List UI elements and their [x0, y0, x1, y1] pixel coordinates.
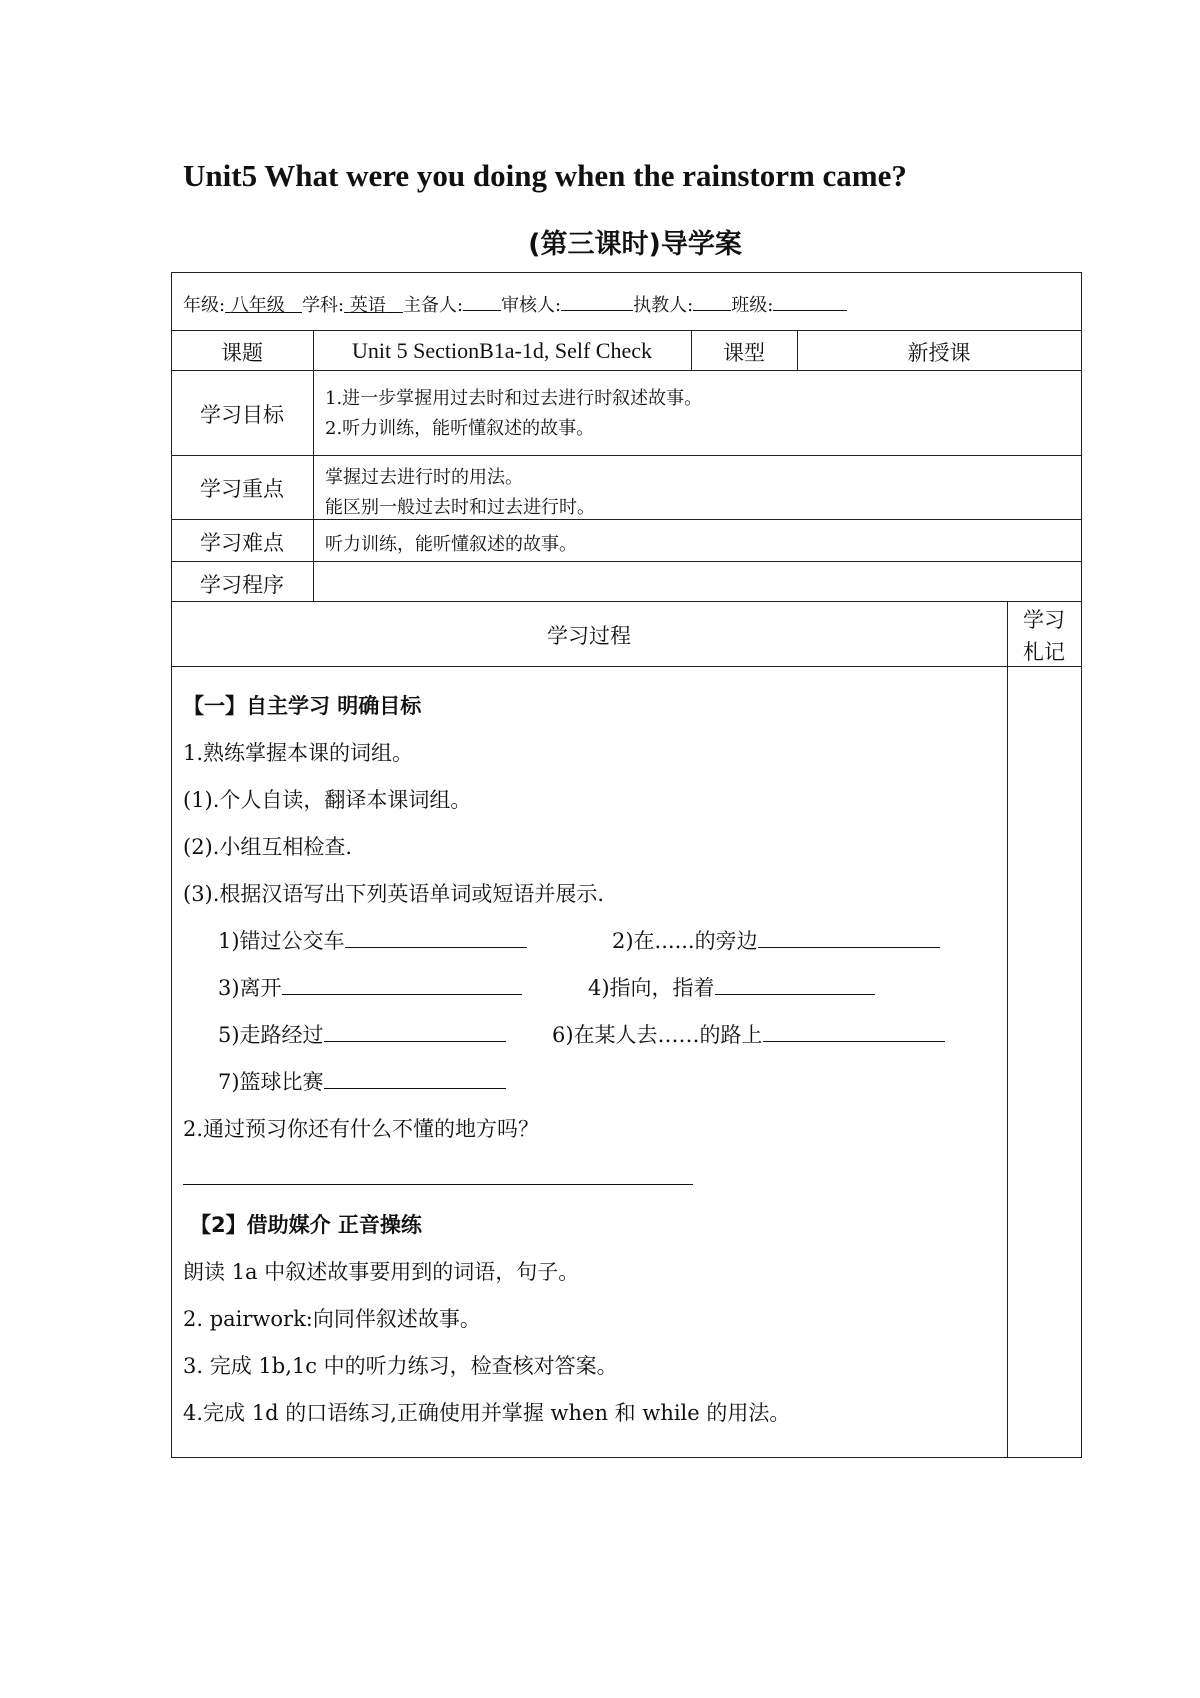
- prep-blank: [463, 290, 501, 311]
- section1-item2: 2.通过预习你还有什么不懂的地方吗？: [183, 1117, 540, 1141]
- subject-value: 英语: [349, 295, 386, 316]
- section2-heading: 【2】借助媒介 正音操练: [190, 1213, 422, 1237]
- process-header: 学习过程: [547, 624, 631, 648]
- section1-sub1: (1).个人自读，翻译本课词组。: [183, 788, 472, 812]
- key-point-1: 掌握过去进行时的用法。: [325, 467, 523, 488]
- col-divider: [313, 330, 314, 602]
- answer-blank: [715, 974, 875, 995]
- notes-header-line1: 学习: [1023, 608, 1065, 632]
- goals-label: 学习目标: [200, 403, 284, 427]
- type-value: 新授课: [907, 341, 971, 365]
- row-divider: [171, 370, 1081, 371]
- difficulties-label: 学习难点: [200, 531, 284, 555]
- grade-value: 八年级: [230, 295, 285, 316]
- section1-heading: 【一】自主学习 明确目标: [183, 694, 422, 718]
- section1-sub2: (2).小组互相检查.: [183, 835, 353, 859]
- answer-blank: [282, 974, 522, 995]
- row-divider: [171, 330, 1081, 331]
- subject-label: 学科:: [301, 295, 345, 316]
- row-divider: [171, 561, 1081, 562]
- difficulties-text: 听力训练，能听懂叙述的故事。: [325, 534, 577, 555]
- notes-header-line2: 札记: [1023, 640, 1065, 664]
- answer-line: [183, 1184, 693, 1185]
- grade-label: 年级:: [183, 295, 226, 316]
- review-label: 审核人:: [501, 295, 562, 316]
- info-row: [183, 290, 847, 317]
- row-divider: [171, 455, 1081, 456]
- teacher-label: 执教人:: [633, 295, 694, 316]
- phrase-item: 2)在......的旁边: [612, 925, 940, 955]
- table-border-top: [171, 272, 1081, 273]
- teacher-blank: [693, 290, 731, 311]
- section2-line3: 3. 完成 1b,1c 中的听力练习，检查核对答案。: [183, 1354, 618, 1378]
- review-blank: [561, 290, 633, 311]
- prep-label: 主备人:: [402, 295, 464, 316]
- page-title: Unit5 What were you doing when the rainstorm came?: [183, 158, 907, 193]
- row-divider: [171, 666, 1081, 667]
- key-point-2: 能区别一般过去时和过去进行时。: [325, 497, 595, 518]
- topic-value: Unit 5 SectionB1a-1d, Self Check: [351, 338, 652, 363]
- phrase-item: 7)篮球比赛: [218, 1066, 506, 1096]
- section2-line1: 朗读 1a 中叙述故事要用到的词语，句子。: [183, 1260, 580, 1284]
- topic-label: 课题: [221, 341, 263, 365]
- class-label: 班级:: [731, 295, 774, 316]
- answer-blank: [758, 927, 940, 948]
- row-divider: [171, 601, 1081, 602]
- procedure-label: 学习程序: [200, 573, 284, 597]
- phrase-item: 5)走路经过: [218, 1019, 506, 1049]
- class-blank: [773, 290, 847, 311]
- table-border-bottom: [171, 1457, 1081, 1458]
- page-subtitle: (第三课时)导学案: [528, 229, 742, 260]
- type-label: 课型: [723, 341, 765, 365]
- phrase-item: 4)指向，指着: [588, 972, 875, 1002]
- goal-item-2: 2.听力训练，能听懂叙述的故事。: [325, 418, 595, 439]
- answer-blank: [324, 1068, 506, 1089]
- phrase-item: 6)在某人去……的路上: [552, 1019, 945, 1049]
- answer-blank: [324, 1021, 506, 1042]
- col-divider: [1007, 601, 1008, 1458]
- answer-blank: [345, 927, 527, 948]
- row-divider: [171, 519, 1081, 520]
- table-border-left: [171, 272, 172, 1458]
- goal-item-1: 1.进一步掌握用过去时和过去进行时叙述故事。: [325, 388, 703, 409]
- section1-sub3: (3).根据汉语写出下列英语单词或短语并展示.: [183, 882, 605, 906]
- phrase-item: 1)错过公交车: [218, 925, 527, 955]
- section2-line4: 4.完成 1d 的口语练习,正确使用并掌握 when 和 while 的用法。: [183, 1401, 791, 1425]
- table-border-right: [1081, 272, 1082, 1458]
- section1-item1: 1.熟练掌握本课的词组。: [183, 741, 414, 765]
- key-points-label: 学习重点: [200, 477, 284, 501]
- section2-line2: 2. pairwork:向同伴叙述故事。: [183, 1307, 481, 1331]
- answer-blank: [763, 1021, 945, 1042]
- phrase-item: 3)离开: [218, 972, 522, 1002]
